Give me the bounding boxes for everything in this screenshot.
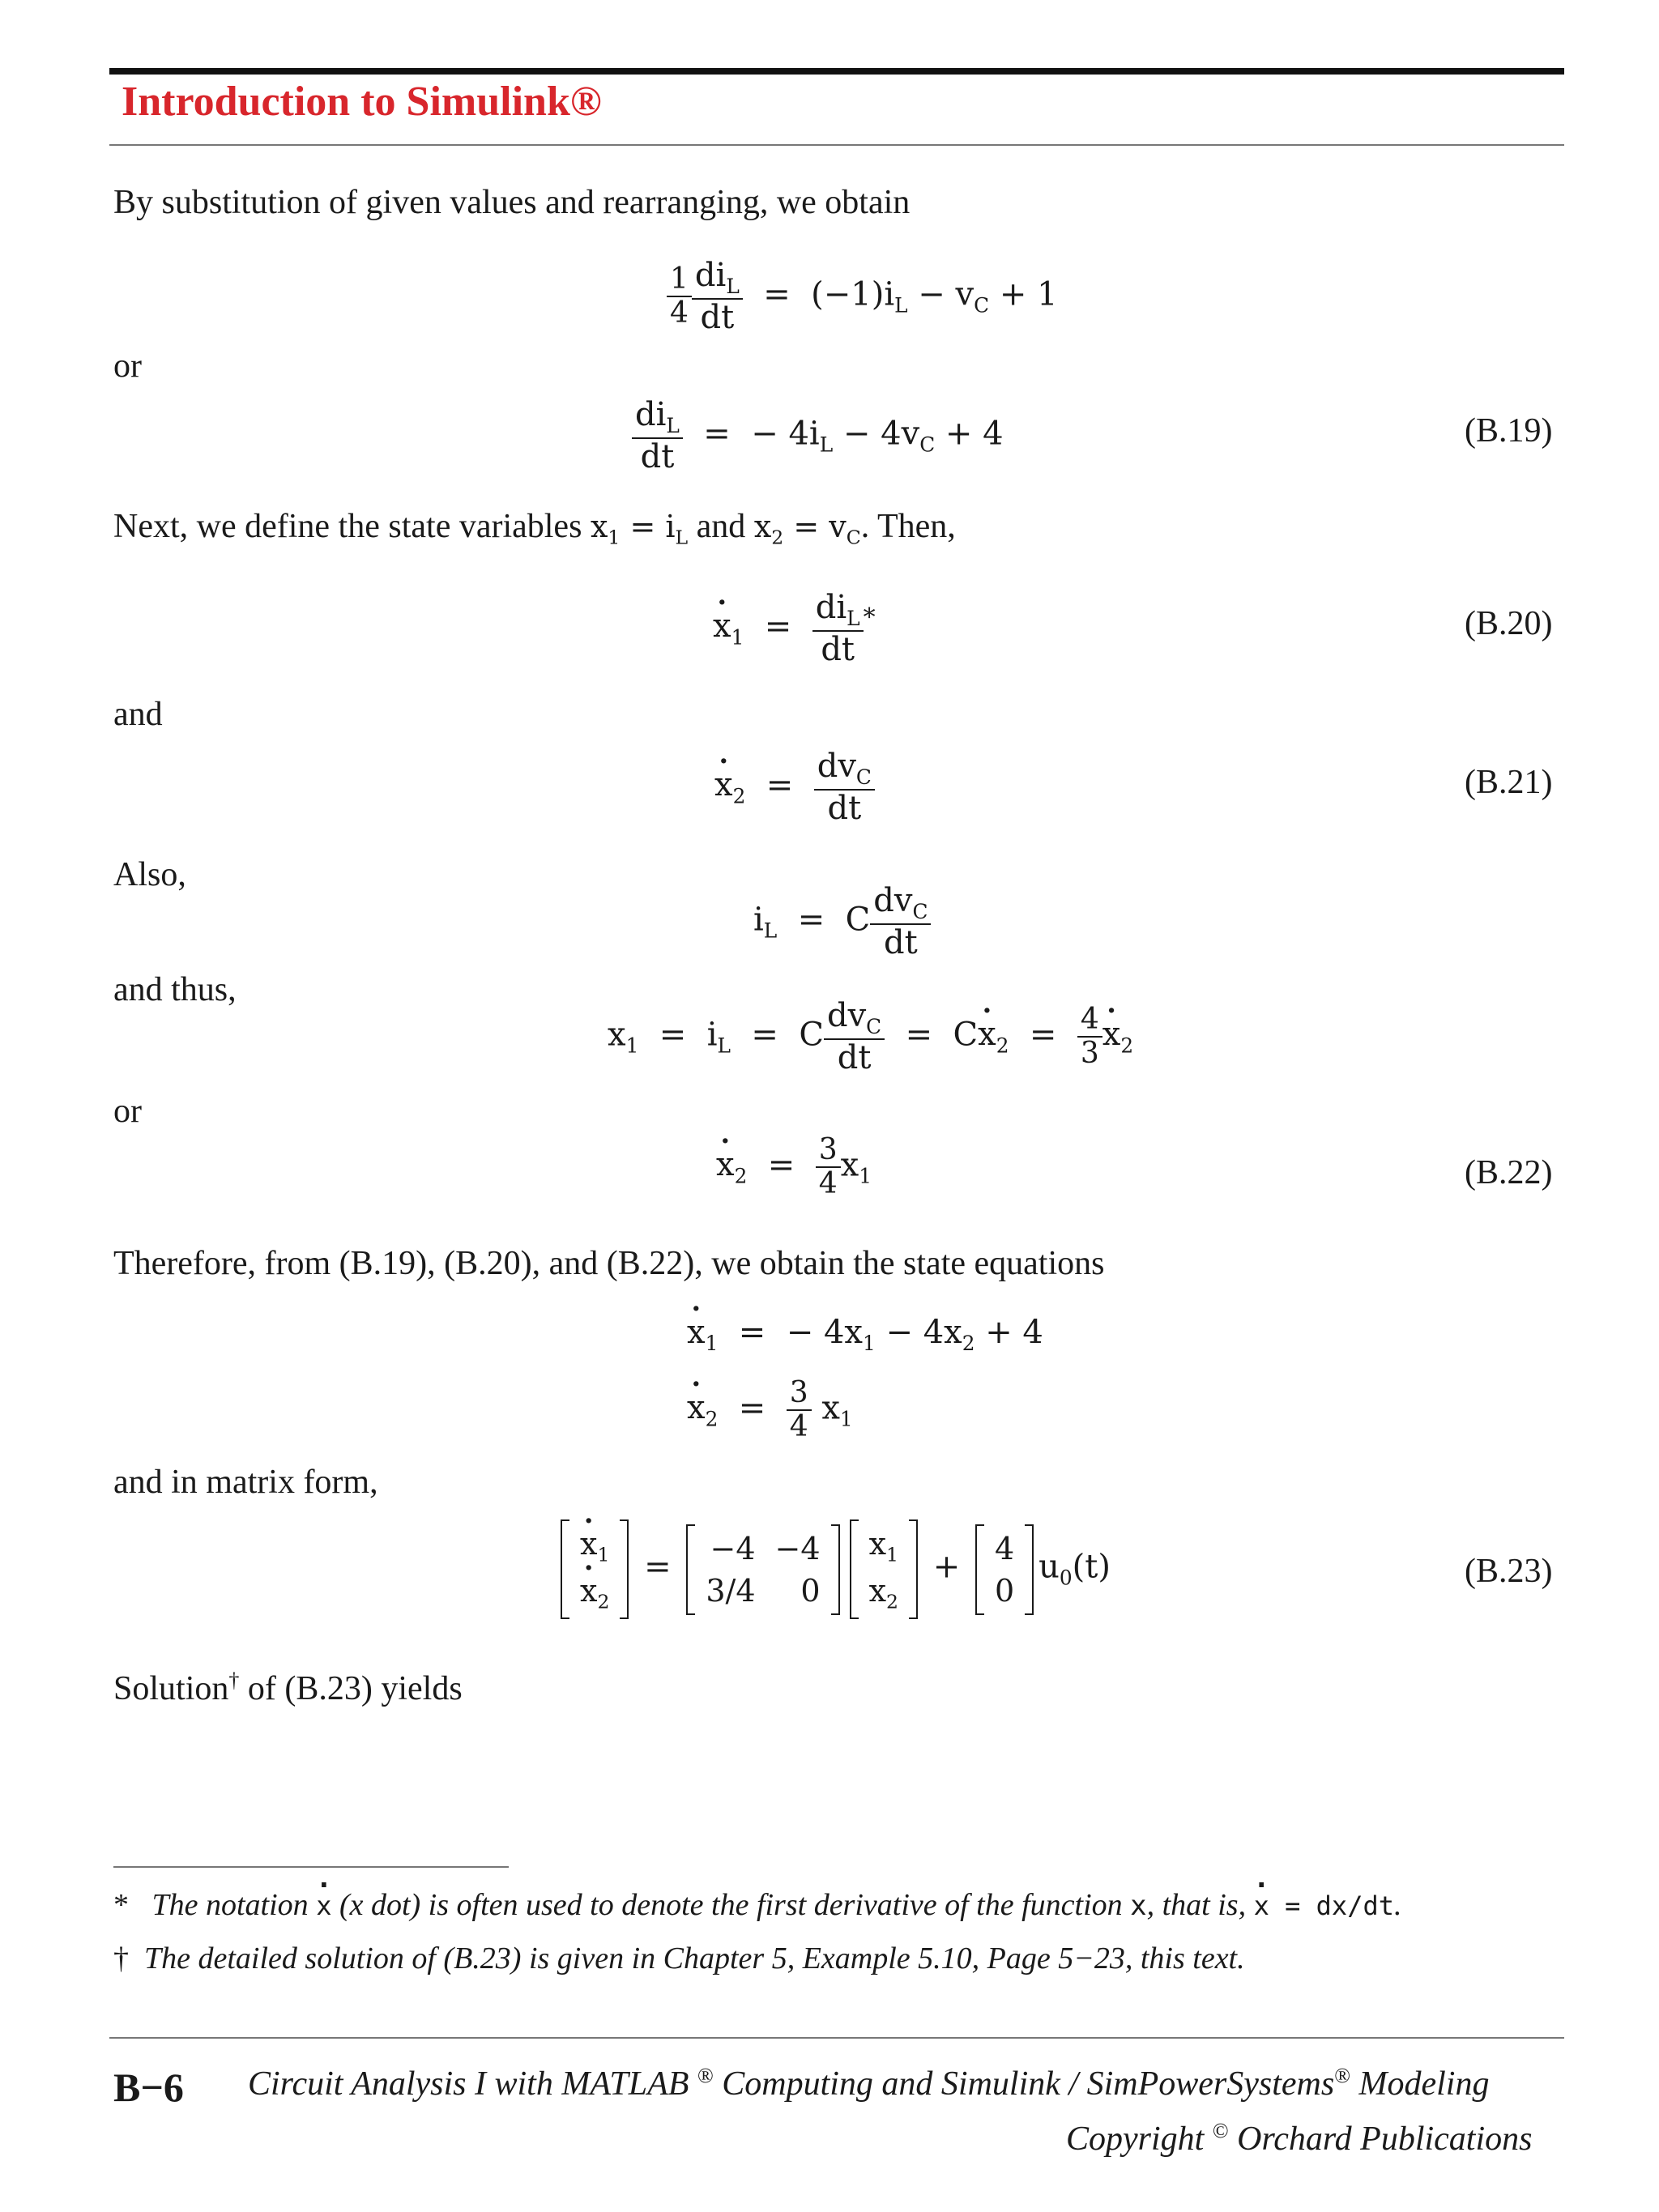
equation-number-b21: (B.21) bbox=[1465, 764, 1553, 801]
equation-b20: $x \cdot_1$ = $\frac{di_L}{dt}$ * bbox=[713, 590, 876, 668]
page-header-title: Introduction to Simulink® bbox=[122, 79, 602, 125]
paragraph-state-variables: Next, we define the state variables $x_1 = i_L$ and $x_2 = v_C$. Then, bbox=[113, 508, 956, 549]
paragraph-also: Also, bbox=[113, 856, 186, 893]
paragraph-or-1: or bbox=[113, 347, 142, 385]
footer-copyright: Copyright © Orchard Publications bbox=[1066, 2119, 1533, 2158]
header-rule bbox=[109, 144, 1564, 146]
paragraph-substitution: By substitution of given values and rearranging, we obtain bbox=[113, 184, 911, 221]
equation-b22: $x \cdot_2$ = $\frac{3}{4}$ $x_1$ bbox=[716, 1134, 872, 1201]
paragraph-and-1: and bbox=[113, 696, 163, 733]
paragraph-or-2: or bbox=[113, 1093, 142, 1130]
paragraph-solution: Solution† of (B.23) yields bbox=[113, 1669, 463, 1707]
footnote-dagger: † The detailed solution of (B.23) is given in Chapter 5, Example 5.10, Page 5−23, this text. bbox=[113, 1941, 1245, 1975]
equation-number-b22: (B.22) bbox=[1465, 1154, 1553, 1191]
equation-diL-quarter: $\frac{1}{4}$ $\frac{di_L}{dt}$ = $(-1)i_L - v_C + 1$ bbox=[667, 258, 1058, 336]
equation-b23-matrix: $x \cdot_1$ $x \cdot_2$ = −4 −4 3/4 0 $x_1$ $x_2$ + 4 0 $u_0(t)$ bbox=[556, 1519, 1111, 1619]
top-rule bbox=[109, 68, 1564, 75]
equation-state-2: $x \cdot_2$ = $\frac{3}{4}$ $x_1$ bbox=[687, 1377, 853, 1444]
equation-b21: $x \cdot_2$ = $\frac{dv_C}{dt}$ bbox=[714, 748, 875, 827]
paragraph-matrix-form: and in matrix form, bbox=[113, 1464, 378, 1501]
equation-number-b19: (B.19) bbox=[1465, 412, 1553, 450]
equation-x1-chain: $x_1 = i_L = C$ $\frac{dv_C}{dt}$ = $Cx \cdot_2$ = $\frac{4}{3}$ $x \cdot_2$ bbox=[608, 998, 1133, 1076]
page-number: B−6 bbox=[113, 2065, 184, 2110]
equation-state-1: $x \cdot_1$ = − $4x_1 - 4x_2 + 4$ bbox=[687, 1314, 1043, 1355]
footer-rule bbox=[109, 2037, 1564, 2039]
equation-b19: $\frac{di_L}{dt}$ = − $4i_L - 4v_C + 4$ bbox=[632, 397, 1004, 475]
footer-book-title: Circuit Analysis I with MATLAB ® Computing and Simulink / SimPowerSystems® Modeling bbox=[248, 2064, 1490, 2103]
paragraph-therefore: Therefore, from (B.19), (B.20), and (B.22), we obtain the state equations bbox=[113, 1245, 1105, 1282]
footnote-rule bbox=[113, 1866, 509, 1868]
equation-number-b20: (B.20) bbox=[1465, 605, 1553, 642]
equation-number-b23: (B.23) bbox=[1465, 1553, 1553, 1590]
paragraph-and-thus: and thus, bbox=[113, 971, 237, 1008]
footnote-star: * The notation x · (x dot) is often used to denote the first derivative of the function x, that is, x · = dx/dt. bbox=[113, 1887, 1401, 1923]
equation-iL-capacitor: $i_L = C$ $\frac{dv_C}{dt}$ bbox=[753, 883, 931, 961]
